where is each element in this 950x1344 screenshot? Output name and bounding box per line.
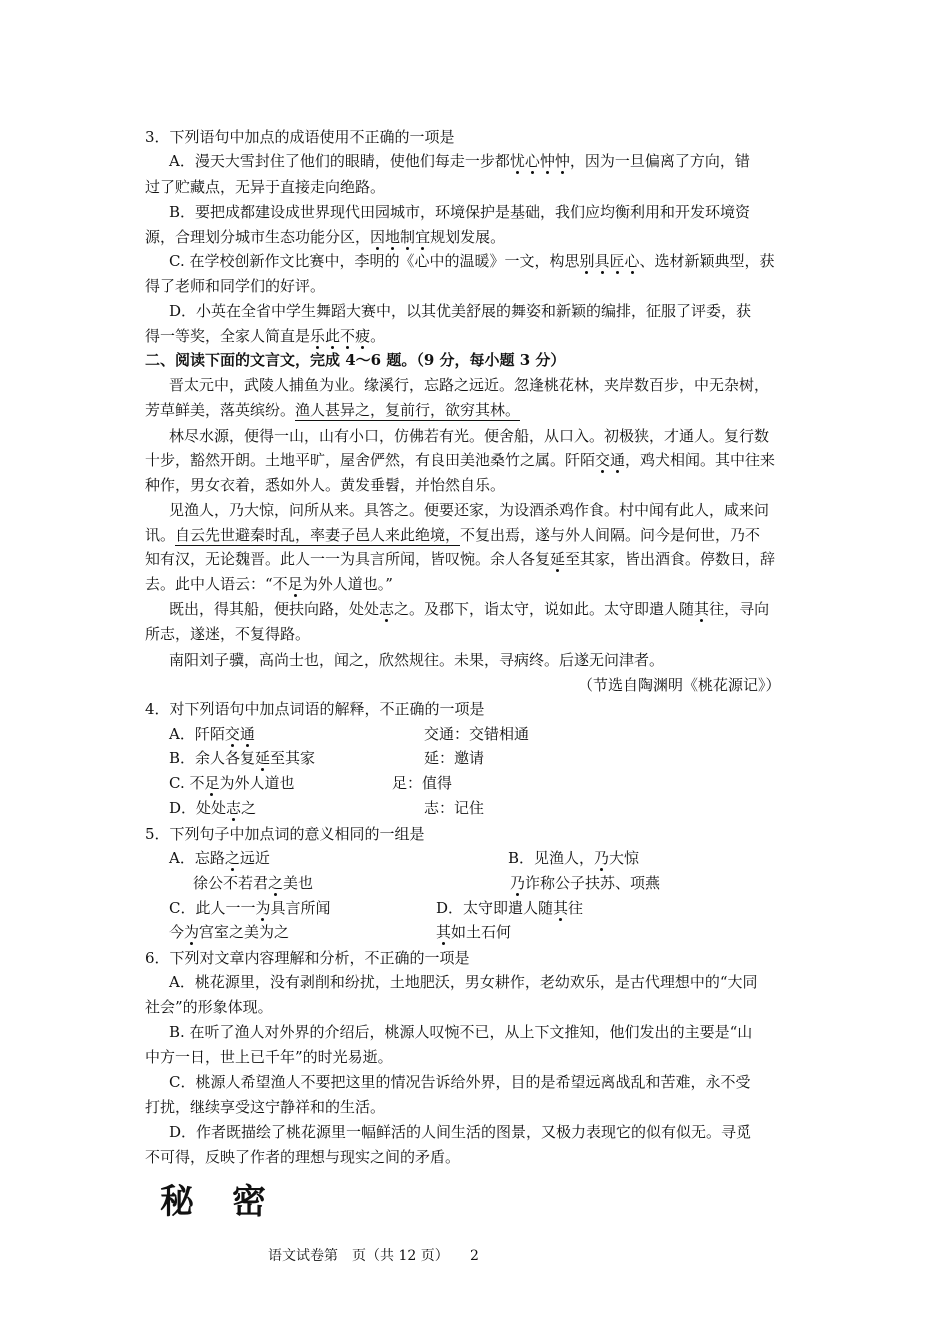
passage-underlined-1: 渔人甚异之，复前行，欲穷其林。 — [295, 401, 521, 419]
emphasis-char: 此 — [325, 327, 341, 345]
q6-option-b-line1: B. 在听了渔人对外界的介绍后，桃源人叹惋不已，从上下文推知，他们发出的主要是“山 — [169, 1023, 753, 1041]
q5-b1-dotted — [594, 849, 609, 867]
q5-option-a-line2: 徐公不若君之美也 — [193, 874, 314, 892]
emphasis-char: 乃 — [594, 849, 610, 867]
emphasis-char: 疲 — [355, 327, 371, 345]
passage-dotted-yan — [550, 550, 565, 568]
q5-option-d-line1: D．太守即遣人随其往 — [436, 899, 584, 917]
passage-p3-line1: 见渔人，乃大惊，问所从来。具答之。便要还家，为设酒杀鸡作食。村中闻有此人，咸来问 — [169, 501, 770, 519]
secret-mark: 秘密 — [160, 1182, 304, 1222]
emphasis-char: 制 — [400, 228, 416, 246]
q3-b-dotted-idiom — [370, 228, 430, 246]
q5-a2-dotted — [268, 874, 283, 892]
q5-option-b-line1: B．见渔人，乃大惊 — [508, 849, 640, 867]
q3-d-dotted-idiom — [310, 327, 370, 345]
passage-p2-line3: 种作，男女衣着，悉如外人。黄发垂髫，并怡然自乐。 — [145, 476, 506, 494]
emphasis-char: 交 — [224, 725, 240, 743]
q3-option-d-line2: 得一等奖，全家人简直是乐此不疲。 — [145, 327, 386, 345]
q5-a1-dotted — [225, 849, 240, 867]
q4-d-dotted — [226, 799, 241, 817]
passage-p5-line1: 南阳刘子骥，高尚士也，闻之，欣然规往。未果，寻病终。后遂无问津者。 — [169, 651, 665, 669]
q4-option-d-explanation: 志：记住 — [424, 799, 485, 817]
passage-dotted-qi — [694, 600, 709, 618]
q6-option-d-line1: D．作者既描绘了桃花源里一幅鲜活的人间生活的图景，又极力表现它的似有似无。寻觅 — [169, 1123, 752, 1141]
q3-option-c-line1: C. 在学校创新作文比赛中，李明的《心中的温暖》一文，构思别具匠心、选材新颖典型，获 — [169, 252, 775, 270]
q4-option-b: B．余人各复延至其家 — [169, 749, 316, 767]
emphasis-char: 通 — [239, 725, 255, 743]
emphasis-char: 具 — [594, 252, 610, 270]
passage-dotted-jiaotong — [595, 451, 625, 469]
page-footer — [268, 1246, 479, 1266]
q4-option-c: C. 不足为外人道也 — [169, 774, 295, 792]
q3-c-dotted-idiom — [579, 252, 639, 270]
q4-stem: 4．对下列语句中加点词语的解释，不正确的一项是 — [145, 700, 485, 718]
passage-p2-line1: 林尽水源，便得一山，山有小口，仿佛若有光。便舍船，从口入。初极狭，才通人。复行数 — [169, 427, 770, 445]
emphasis-char: 足 — [287, 575, 303, 593]
emphasis-char: 匠 — [609, 252, 625, 270]
passage-underlined-2: 自云先世避秦时乱，率妻子邑人来此绝境， — [175, 526, 461, 544]
q6-option-d-line2: 不可得，反映了作者的理想与现实之间的矛盾。 — [145, 1148, 461, 1166]
q3-option-b-line2: 源，合理划分城市生态功能分区，因地制宜规划发展。 — [145, 228, 506, 246]
q4-option-a: A．阡陌交通 — [169, 725, 255, 743]
passage-p3-line3: 知有汉，无论魏晋。此人一一为具言所闻，皆叹惋。余人各复延至其家，皆出酒食。停数日，辞 — [145, 550, 776, 568]
q4-option-c-explanation: 足：值得 — [392, 774, 453, 792]
emphasis-char: 心 — [524, 152, 540, 170]
emphasis-char: 之 — [224, 849, 240, 867]
emphasis-char: 为 — [255, 899, 271, 917]
q3-option-a-line2: 过了贮藏点，无异于直接走向绝路。 — [145, 178, 386, 196]
q6-option-c-line2: 打扰，继续享受这宁静祥和的生活。 — [145, 1098, 386, 1116]
footer-text: 语文试卷第 页（共 12 页） — [268, 1248, 449, 1264]
emphasis-char: 心 — [624, 252, 640, 270]
emphasis-char: 忡 — [554, 152, 570, 170]
emphasis-char: 地 — [385, 228, 401, 246]
q4-option-b-explanation: 延：邀请 — [424, 749, 485, 767]
q4-a-dotted — [225, 725, 255, 743]
q4-option-d: D．处处志之 — [169, 799, 257, 817]
q4-c-dotted — [204, 774, 219, 792]
q5-c1-dotted — [255, 899, 270, 917]
q3-a-dotted-idiom — [510, 152, 570, 170]
emphasis-char: 别 — [579, 252, 595, 270]
passage-p4-line1: 既出，得其船，便扶向路，处处志之。及郡下，诣太守，说如此。太守即遣人随其往，寻向 — [169, 600, 770, 618]
q3-option-a-line1: A．漫天大雪封住了他们的眼睛，使他们每走一步都忧心忡忡，因为一旦偏离了方向，错 — [169, 152, 750, 170]
emphasis-char: 忧 — [509, 152, 525, 170]
emphasis-char: 志 — [226, 799, 242, 817]
q5-b2-dotted — [510, 874, 525, 892]
passage-source: （节选自陶渊明《桃花源记》） — [578, 676, 781, 694]
emphasis-char: 为 — [184, 923, 200, 941]
emphasis-char: 志 — [379, 600, 395, 618]
q5-option-d-line2: 其如土石何 — [436, 923, 512, 941]
emphasis-char: 乐 — [310, 327, 326, 345]
q6-stem: 6．下列对文章内容理解和分析，不正确的一项是 — [145, 949, 470, 967]
emphasis-char: 因 — [370, 228, 386, 246]
q6-option-b-line2: 中方一日，世上已千年”的时光易逝。 — [145, 1048, 393, 1066]
passage-dotted-zu — [288, 575, 303, 593]
q6-option-a-line1: A．桃花源里，没有剥削和纷扰，土地肥沃，男女耕作，老幼欢乐，是古代理想中的“大同 — [169, 973, 758, 991]
emphasis-char: 通 — [610, 451, 626, 469]
q3-option-d-line1: D．小英在全省中学生舞蹈大赛中，以其优美舒展的舞姿和新颖的编排，征服了评委，获 — [169, 302, 752, 320]
q6-option-a-line2: 社会”的形象体现。 — [145, 998, 273, 1016]
q4-b-dotted — [255, 749, 270, 767]
q3-option-b-line1: B．要把成都建设成世界现代田园城市，环境保护是基础，我们应均衡利用和开发环境资 — [169, 203, 751, 221]
emphasis-char: 延 — [550, 550, 566, 568]
q5-stem: 5．下列句子中加点词的意义相同的一组是 — [145, 825, 425, 843]
passage-p4-line2: 所志，遂迷，不复得路。 — [145, 625, 311, 643]
q5-option-c-line2: 今为宫室之美为之 — [169, 923, 290, 941]
emphasis-char: 不 — [340, 327, 356, 345]
q3-option-c-line2: 得了老师和同学们的好评。 — [145, 277, 326, 295]
q5-option-a-line1: A．忘路之远近 — [169, 849, 270, 867]
q5-option-b-line2: 乃诈称公子扶苏、项燕 — [510, 874, 661, 892]
emphasis-char: 忡 — [539, 152, 555, 170]
section2-heading: 二、阅读下面的文言文，完成 4～6 题。（9 分，每小题 3 分） — [145, 351, 566, 369]
emphasis-char: 其 — [436, 923, 452, 941]
q5-d2-dotted — [436, 923, 451, 941]
passage-p1-line2: 芳草鲜美，落英缤纷。渔人甚异之，复前行，欲穷其林。 — [145, 401, 521, 419]
q3-stem: 3．下列语句中加点的成语使用不正确的一项是 — [145, 128, 455, 146]
emphasis-char: 之 — [268, 874, 284, 892]
q6-option-c-line1: C．桃源人希望渔人不要把这里的情况告诉给外界，目的是希望远离战乱和苦难，永不受 — [169, 1073, 751, 1091]
passage-p2-line2: 十步，豁然开朗。土地平旷，屋舍俨然，有良田美池桑竹之属。阡陌交通，鸡犬相闻。其中往来 — [145, 451, 776, 469]
q5-d1-dotted — [553, 899, 568, 917]
page-number: 2 — [470, 1248, 479, 1264]
emphasis-char: 足 — [204, 774, 220, 792]
emphasis-char: 乃 — [510, 874, 526, 892]
passage-p1-line1: 晋太元中，武陵人捕鱼为业。缘溪行，忘路之远近。忽逢桃花林，夹岸数百步，中无杂树， — [169, 376, 770, 394]
emphasis-char: 其 — [553, 899, 569, 917]
emphasis-char: 宜 — [415, 228, 431, 246]
emphasis-char: 交 — [595, 451, 611, 469]
passage-dotted-zhi — [379, 600, 394, 618]
emphasis-char: 延 — [255, 749, 271, 767]
q4-option-a-explanation: 交通：交错相通 — [424, 725, 530, 743]
q5-option-c-line1: C．此人一一为具言所闻 — [169, 899, 331, 917]
q5-c2-dotted — [184, 923, 199, 941]
passage-p3-line4: 去。此中人语云：“不足为外人道也。” — [145, 575, 393, 593]
emphasis-char: 其 — [694, 600, 710, 618]
passage-p3-line2: 讯。自云先世避秦时乱，率妻子邑人来此绝境，不复出焉，遂与外人间隔。问今是何世，乃不 — [145, 526, 761, 544]
